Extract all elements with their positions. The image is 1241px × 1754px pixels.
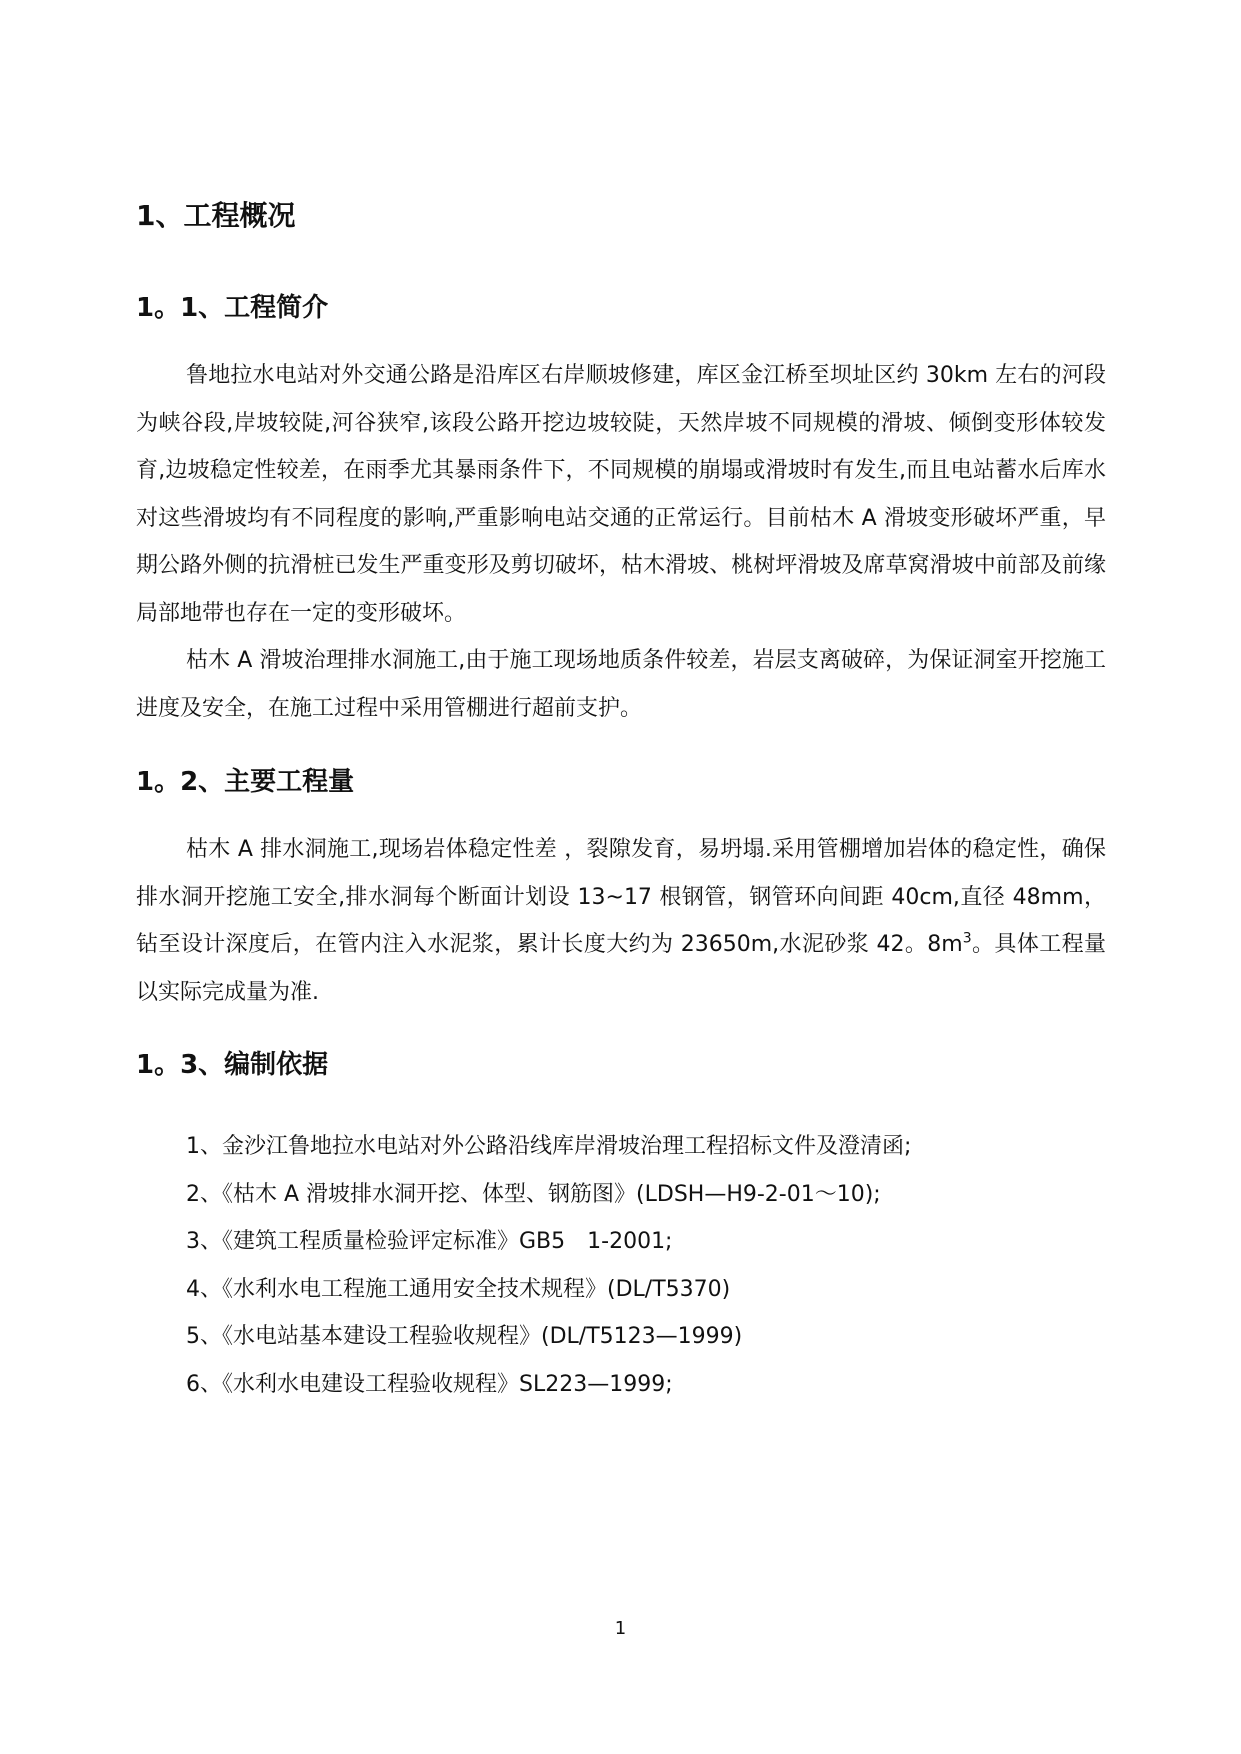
section-heading-quantities: 1。2、主要工程量 <box>136 767 355 797</box>
quantities-paragraph <box>136 826 1106 1016</box>
reference-item: 2、《枯木 A 滑坡排水洞开挖、体型、钢筋图》(LDSH—H9-2-01～10); <box>186 1181 881 1207</box>
page-number: 1 <box>614 1618 627 1639</box>
cubic-superscript: 3 <box>962 930 972 947</box>
introduction-paragraph-2: 枯木 A 滑坡治理排水洞施工,由于施工现场地质条件较差，岩层支离破碎，为保证洞室开挖施工进度及安全，在施工过程中采用管棚进行超前支护。 <box>136 648 1106 721</box>
section-heading-introduction: 1。1、工程简介 <box>136 293 329 323</box>
reference-item: 1、金沙江鲁地拉水电站对外公路沿线库岸滑坡治理工程招标文件及澄清函; <box>186 1134 912 1159</box>
reference-item: 3、《建筑工程质量检验评定标准》GB5 1-2001; <box>186 1229 673 1254</box>
section-heading-basis: 1。3、编制依据 <box>136 1050 329 1080</box>
quantities-text-tail: 。具体工程量以实际完成量为准. <box>136 932 1106 1005</box>
chapter-heading: 1、工程概况 <box>136 199 296 232</box>
reference-item: 6、《水利水电建设工程验收规程》SL223—1999; <box>186 1371 673 1397</box>
reference-list <box>186 1123 911 1408</box>
reference-item: 5、《水电站基本建设工程验收规程》(DL/T5123—1999) <box>186 1324 743 1349</box>
reference-item: 4、《水利水电工程施工通用安全技术规程》(DL/T5370) <box>186 1276 731 1302</box>
quantities-text: 枯木 A 排水洞施工,现场岩体稳定性差 ，裂隙发育，易坍塌.采用管棚增加岩体的稳定性，确保排水洞开挖施工安全,排水洞每个断面计划设 13~17 根钢管，钢管环向间距 40cm,直径 48mm，钻至设计深度后，在管内注入水泥浆，累计长度大约为 23650m,水泥砂浆 42。8m <box>136 837 1106 957</box>
introduction-paragraph-1: 鲁地拉水电站对外交通公路是沿库区右岸顺坡修建，库区金江桥至坝址区约 30km 左右的河段为峡谷段,岸坡较陡,河谷狭窄,该段公路开挖边坡较陡，天然岸坡不同规模的滑坡、倾倒变形体较发育,边坡稳定性较差，在雨季尤其暴雨条件下，不同规模的崩塌或滑坡时有发生,而且电站蓄水后库水对这些滑坡均有不同程度的影响,严重影响电站交通的正常运行。目前枯木 A 滑坡变形破坏严重，早期公路外侧的抗滑桩已发生严重变形及剪切破坏，枯木滑坡、桃树坪滑坡及席草窝滑坡中前部及前缘局部地带也存在一定的变形破坏。 <box>136 363 1106 626</box>
